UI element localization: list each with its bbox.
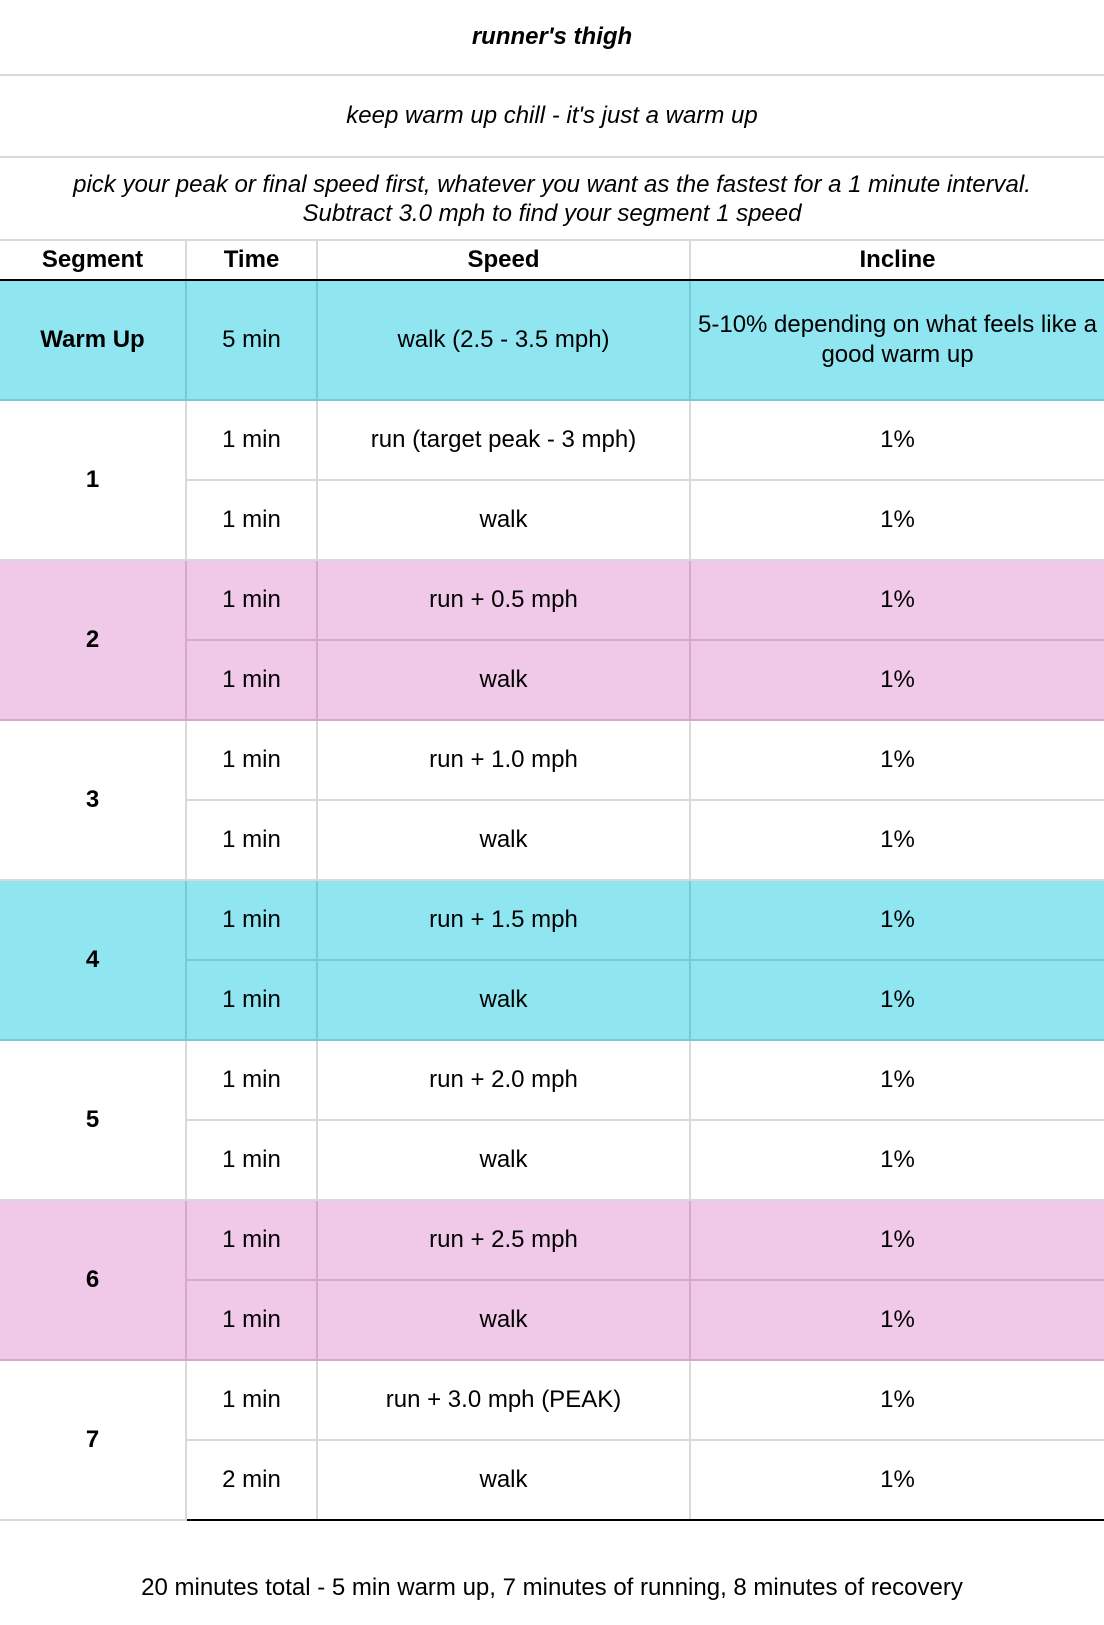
interval-speed: walk (317, 1280, 690, 1360)
interval-time: 1 min (186, 1360, 317, 1440)
segment-number: 1 (0, 400, 186, 560)
table-row (0, 1040, 1104, 1120)
warmup-incline: 5-10% depending on what feels like a good warm up (690, 280, 1104, 400)
interval-time: 1 min (186, 880, 317, 960)
interval-time: 1 min (186, 800, 317, 880)
interval-incline: 1% (690, 800, 1104, 880)
instructions-line-1: pick your peak or final speed first, whatever you want as the fastest for a 1 minute interval. (73, 170, 1031, 198)
segment-number: 3 (0, 720, 186, 880)
segment-block-5 (0, 1040, 1104, 1200)
interval-incline: 1% (690, 1040, 1104, 1120)
interval-incline: 1% (690, 1200, 1104, 1280)
segment-block-3 (0, 720, 1104, 880)
interval-time: 1 min (186, 1280, 317, 1360)
segment-number: 5 (0, 1040, 186, 1200)
interval-time: 1 min (186, 400, 317, 480)
interval-time: 2 min (186, 1440, 317, 1520)
warmup-time: 5 min (186, 280, 317, 400)
interval-time: 1 min (186, 1200, 317, 1280)
warmup-block (0, 280, 1104, 400)
interval-speed: walk (317, 1440, 690, 1520)
interval-time: 1 min (186, 1040, 317, 1120)
table-row (0, 880, 1104, 960)
segment-number: 6 (0, 1200, 186, 1360)
interval-incline: 1% (690, 480, 1104, 560)
header-segment: Segment (0, 240, 186, 280)
segment-block-1 (0, 400, 1104, 560)
interval-speed: run + 2.5 mph (317, 1200, 690, 1280)
header-row (0, 240, 1104, 280)
interval-incline: 1% (690, 720, 1104, 800)
interval-speed: run (target peak - 3 mph) (317, 400, 690, 480)
segment-number: 2 (0, 560, 186, 720)
instructions-note (0, 158, 1104, 239)
interval-speed: run + 1.0 mph (317, 720, 690, 800)
interval-time: 1 min (186, 1120, 317, 1200)
table-row (0, 560, 1104, 640)
warmup-speed: walk (2.5 - 3.5 mph) (317, 280, 690, 400)
warmup-note: keep warm up chill - it's just a warm up (346, 102, 758, 129)
interval-speed: walk (317, 960, 690, 1040)
segment-number: 7 (0, 1360, 186, 1520)
segment-block-7 (0, 1360, 1104, 1520)
interval-speed: walk (317, 480, 690, 560)
interval-incline: 1% (690, 1280, 1104, 1360)
interval-speed: run + 1.5 mph (317, 880, 690, 960)
interval-incline: 1% (690, 560, 1104, 640)
interval-speed: run + 3.0 mph (PEAK) (317, 1360, 690, 1440)
interval-time: 1 min (186, 720, 317, 800)
header-speed: Speed (317, 240, 690, 280)
table-row (0, 1360, 1104, 1440)
interval-speed: run + 2.0 mph (317, 1040, 690, 1120)
warmup-row (0, 280, 1104, 400)
summary-footer: 20 minutes total - 5 min warm up, 7 minutes of running, 8 minutes of recovery (141, 1573, 963, 1601)
instructions-line-2: Subtract 3.0 mph to find your segment 1 speed (302, 199, 802, 227)
segment-number: 4 (0, 880, 186, 1040)
interval-speed: run + 0.5 mph (317, 560, 690, 640)
segment-block-2 (0, 560, 1104, 720)
interval-incline: 1% (690, 1120, 1104, 1200)
interval-incline: 1% (690, 880, 1104, 960)
interval-time: 1 min (186, 560, 317, 640)
interval-time: 1 min (186, 640, 317, 720)
workout-table (0, 239, 1104, 1521)
warmup-segment: Warm Up (0, 280, 186, 400)
interval-incline: 1% (690, 960, 1104, 1040)
table-row (0, 1200, 1104, 1280)
interval-speed: walk (317, 640, 690, 720)
table-row (0, 400, 1104, 480)
interval-incline: 1% (690, 1440, 1104, 1520)
interval-incline: 1% (690, 1360, 1104, 1440)
header-incline: Incline (690, 240, 1104, 280)
interval-incline: 1% (690, 400, 1104, 480)
sheet-title: runner's thigh (471, 23, 633, 50)
interval-speed: walk (317, 800, 690, 880)
interval-time: 1 min (186, 480, 317, 560)
header-time: Time (186, 240, 317, 280)
interval-incline: 1% (690, 640, 1104, 720)
interval-speed: walk (317, 1120, 690, 1200)
table-row (0, 720, 1104, 800)
segment-block-6 (0, 1200, 1104, 1360)
segment-block-4 (0, 880, 1104, 1040)
interval-time: 1 min (186, 960, 317, 1040)
